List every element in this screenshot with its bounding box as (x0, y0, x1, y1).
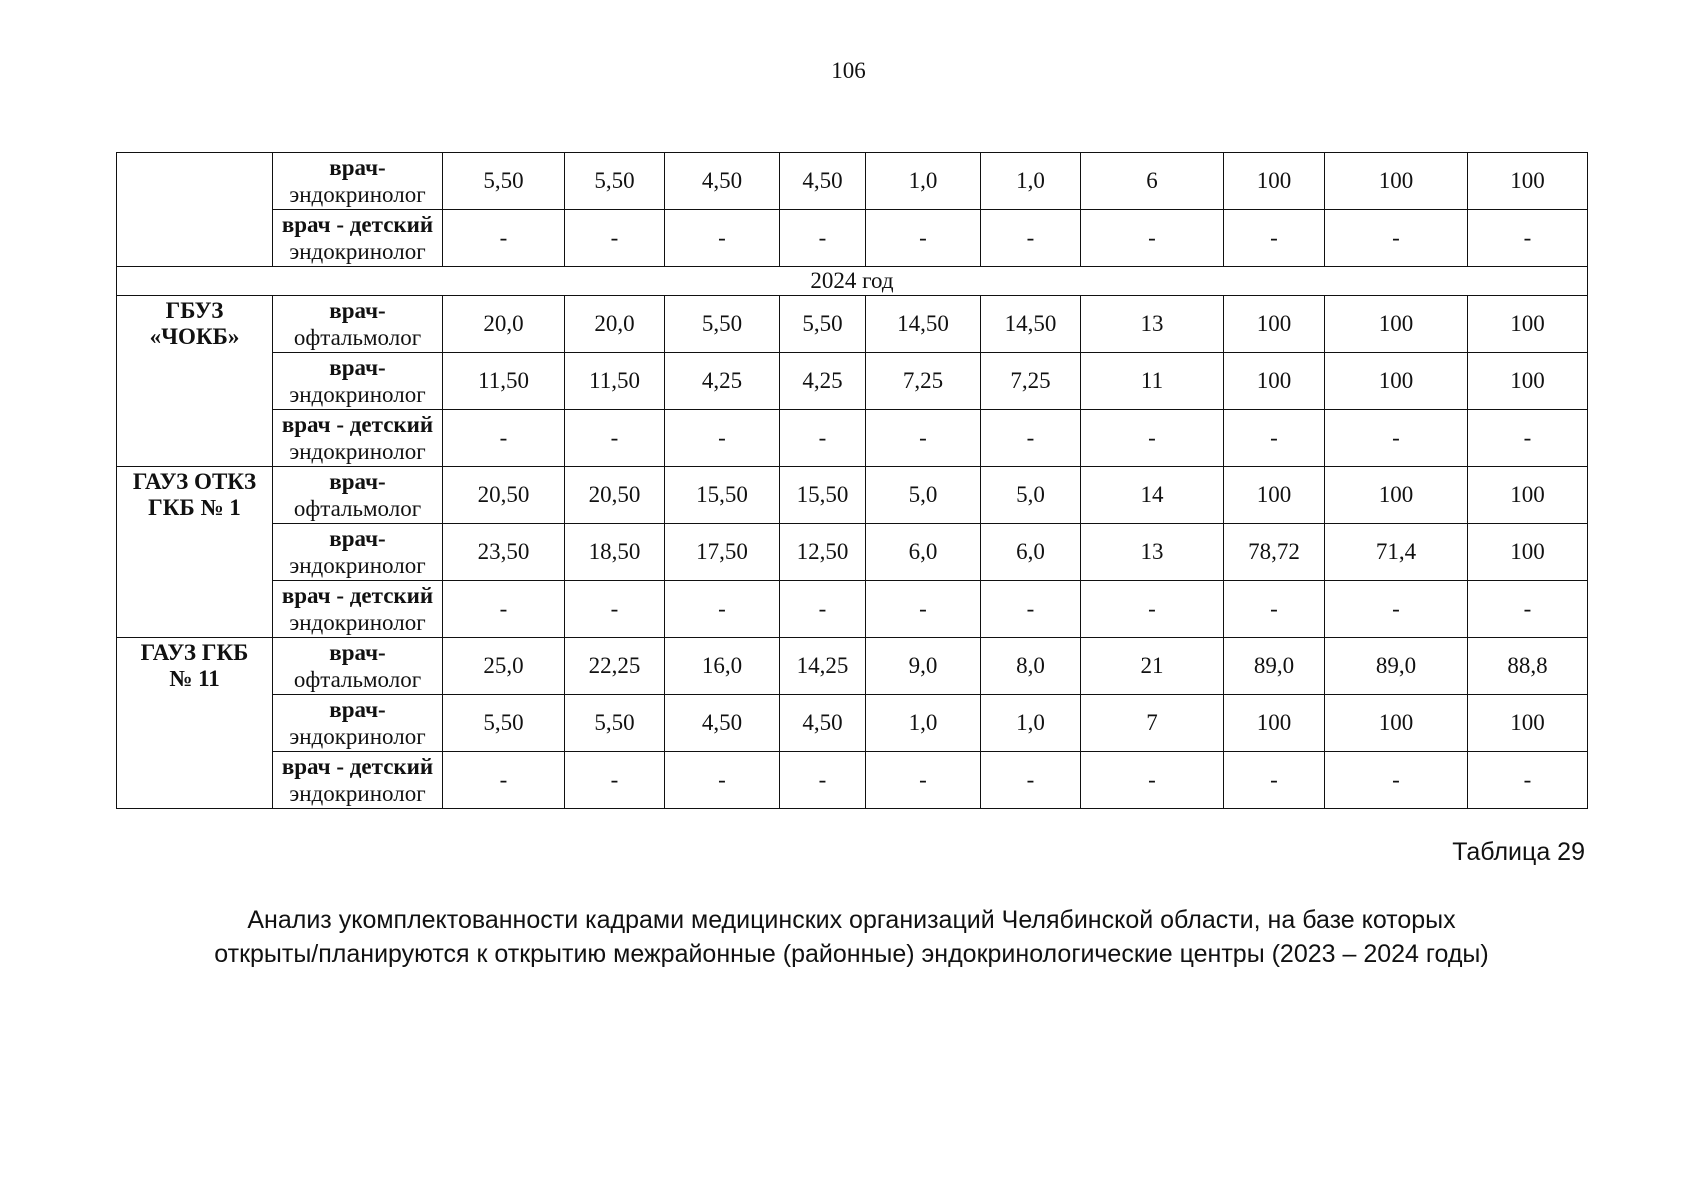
value-cell: - (780, 210, 866, 267)
position-line-1: врач- (329, 355, 386, 380)
year-row (117, 267, 1588, 296)
position-cell (273, 638, 443, 695)
value-cell: 5,50 (565, 695, 665, 752)
value-cell: - (1468, 752, 1588, 809)
value-cell: 5,50 (780, 296, 866, 353)
position-cell (273, 353, 443, 410)
value-cell: 100 (1224, 353, 1325, 410)
position-line-1: врач- (329, 298, 386, 323)
org-cell (117, 296, 273, 467)
value-cell: 22,25 (565, 638, 665, 695)
value-cell: - (981, 581, 1081, 638)
org-name-line-1: ГАУЗ ГКБ (140, 640, 249, 665)
value-cell: - (1468, 581, 1588, 638)
value-cell: 6 (1081, 153, 1224, 210)
value-cell: - (866, 210, 981, 267)
position-line-2: офтальмолог (293, 496, 422, 521)
value-cell: - (1325, 752, 1468, 809)
value-cell: - (565, 752, 665, 809)
position-line-1: врач- (329, 526, 386, 551)
value-cell: 14 (1081, 467, 1224, 524)
value-cell: - (443, 410, 565, 467)
table-row (117, 210, 1588, 267)
value-cell: - (443, 752, 565, 809)
value-cell: - (665, 581, 780, 638)
position-line-2: эндокринолог (289, 439, 426, 464)
value-cell: 100 (1224, 153, 1325, 210)
value-cell: 5,0 (866, 467, 981, 524)
table-row (117, 353, 1588, 410)
value-cell: 13 (1081, 296, 1224, 353)
position-cell (273, 410, 443, 467)
position-cell (273, 524, 443, 581)
value-cell: 5,50 (665, 296, 780, 353)
position-line-1: врач- (329, 697, 386, 722)
position-line-2: эндокринолог (289, 724, 426, 749)
table-row (117, 467, 1588, 524)
value-cell: 20,0 (565, 296, 665, 353)
value-cell: 5,0 (981, 467, 1081, 524)
value-cell: 11,50 (565, 353, 665, 410)
value-cell: 14,50 (981, 296, 1081, 353)
position-line-2: эндокринолог (289, 239, 426, 264)
position-line-1: врач- (329, 469, 386, 494)
table-caption (120, 903, 1583, 971)
value-cell: - (866, 410, 981, 467)
value-cell: - (780, 581, 866, 638)
table-row (117, 695, 1588, 752)
value-cell: 100 (1325, 296, 1468, 353)
table-row (117, 410, 1588, 467)
value-cell: 4,50 (665, 695, 780, 752)
value-cell: 14,50 (866, 296, 981, 353)
value-cell: - (1224, 752, 1325, 809)
table-body (117, 153, 1588, 809)
value-cell: - (1325, 210, 1468, 267)
value-cell: 100 (1325, 467, 1468, 524)
value-cell: - (1081, 581, 1224, 638)
value-cell: 4,50 (780, 153, 866, 210)
value-cell: 20,0 (443, 296, 565, 353)
caption-line-2: открыты/планируются к открытию межрайонные (районные) эндокринологические центры (2023 – 2024 годы) (214, 940, 1489, 968)
table-row (117, 296, 1588, 353)
value-cell: 89,0 (1224, 638, 1325, 695)
table-row (117, 581, 1588, 638)
value-cell: - (1081, 752, 1224, 809)
value-cell: 20,50 (443, 467, 565, 524)
value-cell: 4,50 (780, 695, 866, 752)
value-cell: 78,72 (1224, 524, 1325, 581)
value-cell: 23,50 (443, 524, 565, 581)
position-line-2: эндокринолог (289, 610, 426, 635)
value-cell: - (780, 410, 866, 467)
value-cell: 1,0 (866, 695, 981, 752)
value-cell: 100 (1224, 467, 1325, 524)
value-cell: 6,0 (866, 524, 981, 581)
value-cell: 100 (1468, 524, 1588, 581)
position-line-2: эндокринолог (289, 553, 426, 578)
position-cell (273, 210, 443, 267)
value-cell: 100 (1224, 296, 1325, 353)
position-line-2: эндокринолог (289, 781, 426, 806)
position-cell (273, 153, 443, 210)
value-cell: 13 (1081, 524, 1224, 581)
value-cell: 21 (1081, 638, 1224, 695)
value-cell: 100 (1468, 695, 1588, 752)
table-row (117, 524, 1588, 581)
value-cell: 71,4 (1325, 524, 1468, 581)
value-cell: 14,25 (780, 638, 866, 695)
value-cell: 5,50 (443, 695, 565, 752)
position-line-1: врач- (329, 640, 386, 665)
position-cell (273, 581, 443, 638)
value-cell: 7,25 (981, 353, 1081, 410)
org-name-line-1: ГАУЗ ОТКЗ (132, 469, 257, 494)
value-cell: - (1224, 210, 1325, 267)
value-cell: 100 (1224, 695, 1325, 752)
value-cell: 100 (1468, 353, 1588, 410)
org-cell-empty (117, 153, 273, 267)
caption-line-1: Анализ укомплектованности кадрами медицинских организаций Челябинской области, на базе которых (247, 906, 1456, 934)
value-cell: - (866, 752, 981, 809)
table-row (117, 638, 1588, 695)
value-cell: 8,0 (981, 638, 1081, 695)
value-cell: 100 (1325, 153, 1468, 210)
value-cell: - (1081, 210, 1224, 267)
value-cell: 15,50 (780, 467, 866, 524)
value-cell: - (866, 581, 981, 638)
position-line-2: эндокринолог (289, 182, 426, 207)
position-line-2: эндокринолог (289, 382, 426, 407)
value-cell: 18,50 (565, 524, 665, 581)
position-cell (273, 296, 443, 353)
value-cell: 6,0 (981, 524, 1081, 581)
value-cell: - (565, 581, 665, 638)
staffing-table (116, 152, 1588, 809)
value-cell: 9,0 (866, 638, 981, 695)
org-name-line-2: «ЧОКБ» (149, 324, 240, 349)
value-cell: - (565, 210, 665, 267)
value-cell: - (1224, 410, 1325, 467)
value-cell: - (443, 210, 565, 267)
table-row (117, 153, 1588, 210)
value-cell: 4,50 (665, 153, 780, 210)
position-line-1: врач - детский (281, 212, 434, 237)
value-cell: 17,50 (665, 524, 780, 581)
value-cell: - (565, 410, 665, 467)
value-cell: - (1325, 410, 1468, 467)
value-cell: 15,50 (665, 467, 780, 524)
value-cell: 25,0 (443, 638, 565, 695)
value-cell: - (780, 752, 866, 809)
value-cell: 1,0 (866, 153, 981, 210)
value-cell: 12,50 (780, 524, 866, 581)
value-cell: - (981, 410, 1081, 467)
value-cell: 100 (1325, 695, 1468, 752)
value-cell: - (443, 581, 565, 638)
value-cell: 88,8 (1468, 638, 1588, 695)
value-cell: - (665, 210, 780, 267)
value-cell: - (1468, 410, 1588, 467)
value-cell: 16,0 (665, 638, 780, 695)
value-cell: 20,50 (565, 467, 665, 524)
value-cell: 5,50 (565, 153, 665, 210)
position-cell (273, 752, 443, 809)
value-cell: 4,25 (665, 353, 780, 410)
value-cell: 5,50 (443, 153, 565, 210)
value-cell: - (981, 210, 1081, 267)
value-cell: 1,0 (981, 153, 1081, 210)
value-cell: 100 (1325, 353, 1468, 410)
value-cell: - (1081, 410, 1224, 467)
page-number: 106 (831, 58, 866, 83)
value-cell: 89,0 (1325, 638, 1468, 695)
value-cell: 100 (1468, 296, 1588, 353)
position-line-1: врач - детский (281, 412, 434, 437)
value-cell: - (1325, 581, 1468, 638)
position-line-2: офтальмолог (293, 667, 422, 692)
value-cell: 100 (1468, 467, 1588, 524)
value-cell: 4,25 (780, 353, 866, 410)
position-line-1: врач- (329, 155, 386, 180)
position-cell (273, 695, 443, 752)
value-cell: 7,25 (866, 353, 981, 410)
org-name-line-2: № 11 (169, 666, 220, 691)
value-cell: - (1224, 581, 1325, 638)
value-cell: 11 (1081, 353, 1224, 410)
position-line-2: офтальмолог (293, 325, 422, 350)
year-label: 2024 год (117, 267, 1588, 296)
value-cell: 11,50 (443, 353, 565, 410)
position-line-1: врач - детский (281, 754, 434, 779)
value-cell: - (665, 752, 780, 809)
org-name-line-2: ГКБ № 1 (148, 495, 241, 520)
position-line-1: врач - детский (281, 583, 434, 608)
value-cell: 100 (1468, 153, 1588, 210)
value-cell: - (665, 410, 780, 467)
org-cell (117, 638, 273, 809)
table-row (117, 752, 1588, 809)
value-cell: 7 (1081, 695, 1224, 752)
org-cell (117, 467, 273, 638)
value-cell: - (1468, 210, 1588, 267)
org-name-line-1: ГБУЗ (165, 298, 224, 323)
position-cell (273, 467, 443, 524)
table-number: Таблица 29 (1452, 838, 1585, 866)
value-cell: 1,0 (981, 695, 1081, 752)
value-cell: - (981, 752, 1081, 809)
